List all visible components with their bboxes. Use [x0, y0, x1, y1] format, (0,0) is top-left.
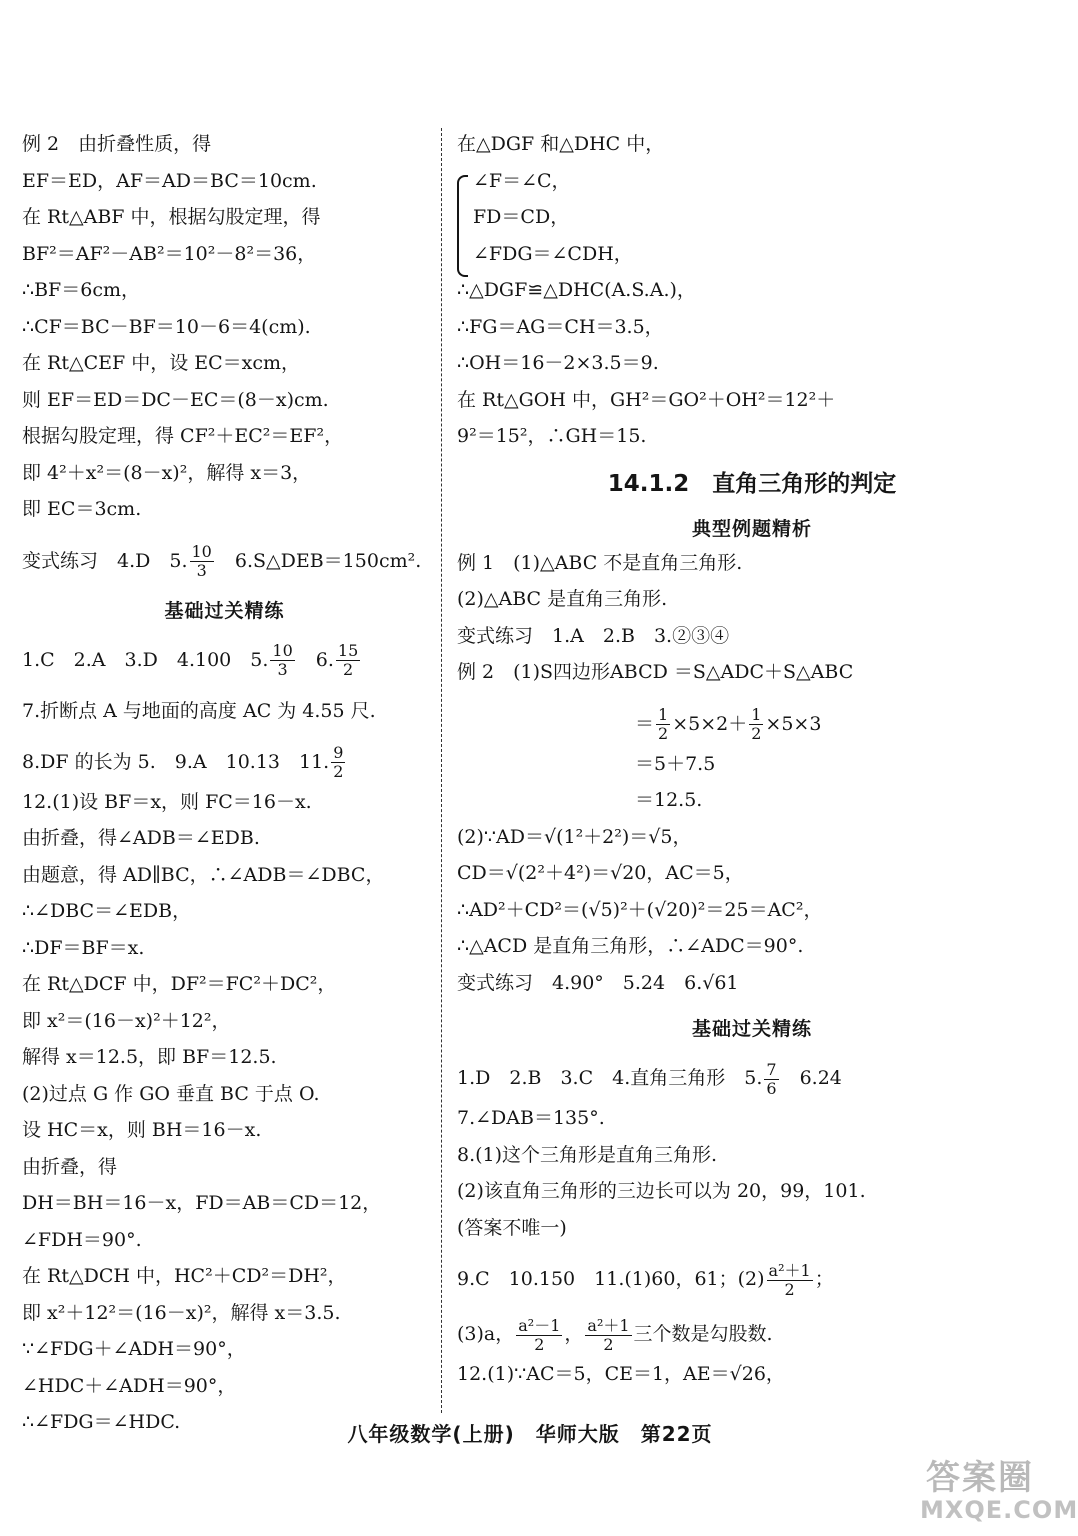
text-line: ∠HDC＋∠ADH＝90°， [22, 1374, 237, 1397]
text-segment: ， [564, 1323, 584, 1345]
answer-line: (答案不唯一) [457, 1216, 567, 1239]
fraction-numerator: a²＋1 [768, 1260, 811, 1280]
text-line: 由折叠，得 [22, 1155, 118, 1178]
text-line: 在 Rt△GOH 中，GH²＝GO²＋OH²＝12²＋ [457, 388, 836, 411]
fraction [516, 1317, 562, 1354]
variant-practice-line: 变式练习 4.90° 5.24 6.√61 [457, 971, 739, 994]
text-line: CD＝√(2²＋4²)＝√20，AC＝5， [457, 862, 744, 884]
text-line: 例 1 (1)△ABC 不是直角三角形. [457, 551, 743, 574]
text-segment: 1.C 2.A 3.D 4.100 5. [22, 648, 269, 671]
text-line: 则 EF＝ED＝DC－EC＝(8－x)cm. [22, 388, 329, 411]
text-segment: ； [814, 1268, 834, 1290]
text-line: ∵∠FDG＋∠ADH＝90°， [22, 1338, 246, 1360]
fraction [336, 642, 360, 679]
equation-line [457, 697, 1047, 752]
fraction-numerator: 10 [191, 542, 212, 561]
answer-line: 12.(1)∵AC＝5，CE＝1，AE＝√26， [457, 1363, 785, 1385]
fraction-denominator: 3 [277, 660, 288, 679]
text-line: 即 EC＝3cm. [22, 498, 142, 520]
fraction-denominator: 2 [784, 1279, 795, 1299]
equation-line: ＝12.5. [635, 789, 703, 811]
fraction [656, 706, 670, 743]
text-line: 由折叠，得∠ADB＝∠EDB. [22, 827, 260, 849]
text-line: 在 Rt△DCF 中，DF²＝FC²＋DC²， [22, 973, 337, 995]
fraction-denominator: 3 [196, 561, 207, 580]
watermark-logo [920, 1450, 1078, 1528]
text-line: ∴BF＝6cm， [22, 279, 140, 301]
fraction-numerator: 1 [751, 705, 762, 724]
answer-line [22, 633, 427, 688]
answer-line [457, 1051, 1047, 1106]
variant-practice-line [22, 534, 427, 589]
text-segment: 8.DF 的长为 5. 9.A 10.13 11. [22, 750, 330, 773]
section-subheading: 基础过关精练 [164, 599, 285, 622]
answer-line: 7.折断点 A 与地面的高度 AC 为 4.55 尺. [22, 699, 376, 722]
right-column [457, 132, 1047, 1399]
fraction [331, 744, 345, 781]
text-segment: 6.S△DEB＝150cm². [215, 549, 422, 572]
section-subheading: 典型例题精析 [691, 517, 812, 540]
fraction-denominator: 2 [342, 660, 354, 679]
fraction-numerator: a²＋1 [587, 1315, 630, 1335]
variant-practice-line: 变式练习 1.A 2.B 3.②③④ [457, 624, 730, 647]
text-line: 即 x²＋12²＝(16－x)²，解得 x＝3.5. [22, 1301, 341, 1324]
text-line: 在△DGF 和△DHC 中， [457, 133, 665, 155]
text-line: ∴∠FDG＝∠HDC. [22, 1411, 181, 1433]
fraction-numerator: 15 [337, 641, 359, 660]
fraction [764, 1061, 778, 1098]
answer-line [22, 735, 427, 790]
text-line: ∴∠DBC＝∠EDB， [22, 900, 192, 922]
text-segment: 9.C 10.150 11.(1)60，61；(2) [457, 1268, 765, 1290]
text-segment: 6. [296, 648, 334, 671]
text-segment: 三个数是勾股数. [633, 1323, 773, 1345]
brace-condition: FD＝CD， [473, 206, 570, 228]
text-line: 设 HC＝x，则 BH＝16－x. [22, 1119, 262, 1141]
text-segment: ＝ [635, 712, 655, 735]
answer-line [457, 1252, 1047, 1307]
fraction [585, 1317, 631, 1354]
fraction [270, 642, 294, 679]
fraction-denominator: 2 [751, 724, 762, 743]
text-line: ∴OH＝16－2×3.5＝9. [457, 352, 659, 374]
text-line: ∴△DGF≌△DHC(A.S.A.)， [457, 279, 696, 301]
text-line: (2)△ABC 是直角三角形. [457, 588, 668, 610]
fraction-numerator: 9 [333, 743, 344, 762]
text-line: 在 Rt△CEF 中，设 EC＝xcm， [22, 352, 301, 374]
text-segment: ×5×3 [765, 712, 822, 735]
text-line: 即 x²＝(16－x)²＋12²， [22, 1009, 231, 1032]
fraction [190, 543, 214, 580]
text-line: 根据勾股定理，得 CF²＋EC²＝EF²， [22, 425, 344, 447]
text-line: 例 2 (1)S四边形ABCD ＝S△ADC＋S△ABC [457, 661, 854, 683]
text-line: ∴FG＝AG＝CH＝3.5， [457, 315, 664, 338]
text-segment: ×5×2＋ [672, 712, 748, 735]
fraction [749, 706, 763, 743]
section-title: 14.1.2 直角三角形的判定 [607, 470, 897, 497]
text-line: EF＝ED，AF＝AD＝BC＝10cm. [22, 169, 317, 192]
text-line: (2)∵AD＝√(1²＋2²)＝√5， [457, 825, 692, 848]
text-segment: 1.D 2.B 3.C 4.直角三角形 5. [457, 1067, 763, 1089]
text-line: 在 Rt△DCH 中，HC²＋CD²＝DH²， [22, 1265, 347, 1287]
text-line: 解得 x＝12.5，即 BF＝12.5. [22, 1046, 277, 1068]
text-segment: (3)a， [457, 1323, 515, 1345]
fraction-numerator: 7 [766, 1059, 777, 1079]
answer-line: (2)该直角三角形的三边长可以为 20，99，101. [457, 1180, 866, 1202]
column-divider [441, 128, 442, 1413]
answer-line: 7.∠DAB＝135°. [457, 1107, 605, 1129]
text-line: ∠FDH＝90°. [22, 1228, 142, 1251]
text-line: 9²＝15²，∴GH＝15. [457, 425, 647, 447]
text-line: ∴CF＝BC－BF＝10－6＝4(cm). [22, 315, 311, 338]
brace-condition: ∠F＝∠C， [473, 169, 571, 192]
brace-system [457, 169, 1047, 279]
text-line: 12.(1)设 BF＝x，则 FC＝16－x. [22, 790, 312, 813]
text-line: 即 4²＋x²＝(8－x)²，解得 x＝3， [22, 461, 312, 484]
example-2-title: 例 2 由折叠性质，得 [22, 133, 212, 155]
fraction-numerator: 10 [272, 641, 293, 660]
text-line: 由题意，得 AD∥BC，∴∠ADB＝∠DBC， [22, 863, 385, 886]
fraction-denominator: 2 [333, 762, 344, 781]
left-column [22, 132, 427, 1447]
text-line: BF²＝AF²－AB²＝10²－8²＝36， [22, 242, 317, 265]
fraction-numerator: 1 [658, 705, 669, 724]
fraction [767, 1262, 813, 1299]
fraction-denominator: 2 [658, 724, 669, 743]
fraction-denominator: 2 [603, 1334, 614, 1354]
text-line: ∴AD²＋CD²＝(√5)²＋(√20)²＝25＝AC²， [457, 898, 823, 921]
page-footer: 八年级数学(上册) 华师大版 第22页 [347, 1422, 713, 1446]
fraction-denominator: 6 [766, 1078, 777, 1098]
text-line: ∴△ACD 是直角三角形，∴∠ADC＝90°. [457, 935, 804, 957]
text-segment: 6.24 [780, 1067, 842, 1089]
text-line: DH＝BH＝16－x，FD＝AB＝CD＝12， [22, 1192, 382, 1214]
watermark-glyph: 答案圈 [926, 1458, 1034, 1498]
watermark-text: MXQE.COM [920, 1496, 1078, 1524]
fraction-denominator: 2 [534, 1334, 545, 1354]
text-line: (2)过点 G 作 GO 垂直 BC 于点 O. [22, 1082, 320, 1105]
text-line: 在 Rt△ABF 中，根据勾股定理，得 [22, 206, 321, 228]
answer-line [457, 1307, 1047, 1362]
answer-line: 8.(1)这个三角形是直角三角形. [457, 1143, 718, 1166]
text-line: ∴DF＝BF＝x. [22, 936, 145, 959]
text-segment: 变式练习 4.D 5. [22, 549, 188, 572]
section-subheading: 基础过关精练 [691, 1018, 812, 1040]
fraction-numerator: a²－1 [518, 1315, 561, 1335]
equation-line: ＝5＋7.5 [635, 752, 716, 775]
left-brace-icon [457, 175, 468, 277]
brace-condition: ∠FDG＝∠CDH， [473, 242, 633, 265]
